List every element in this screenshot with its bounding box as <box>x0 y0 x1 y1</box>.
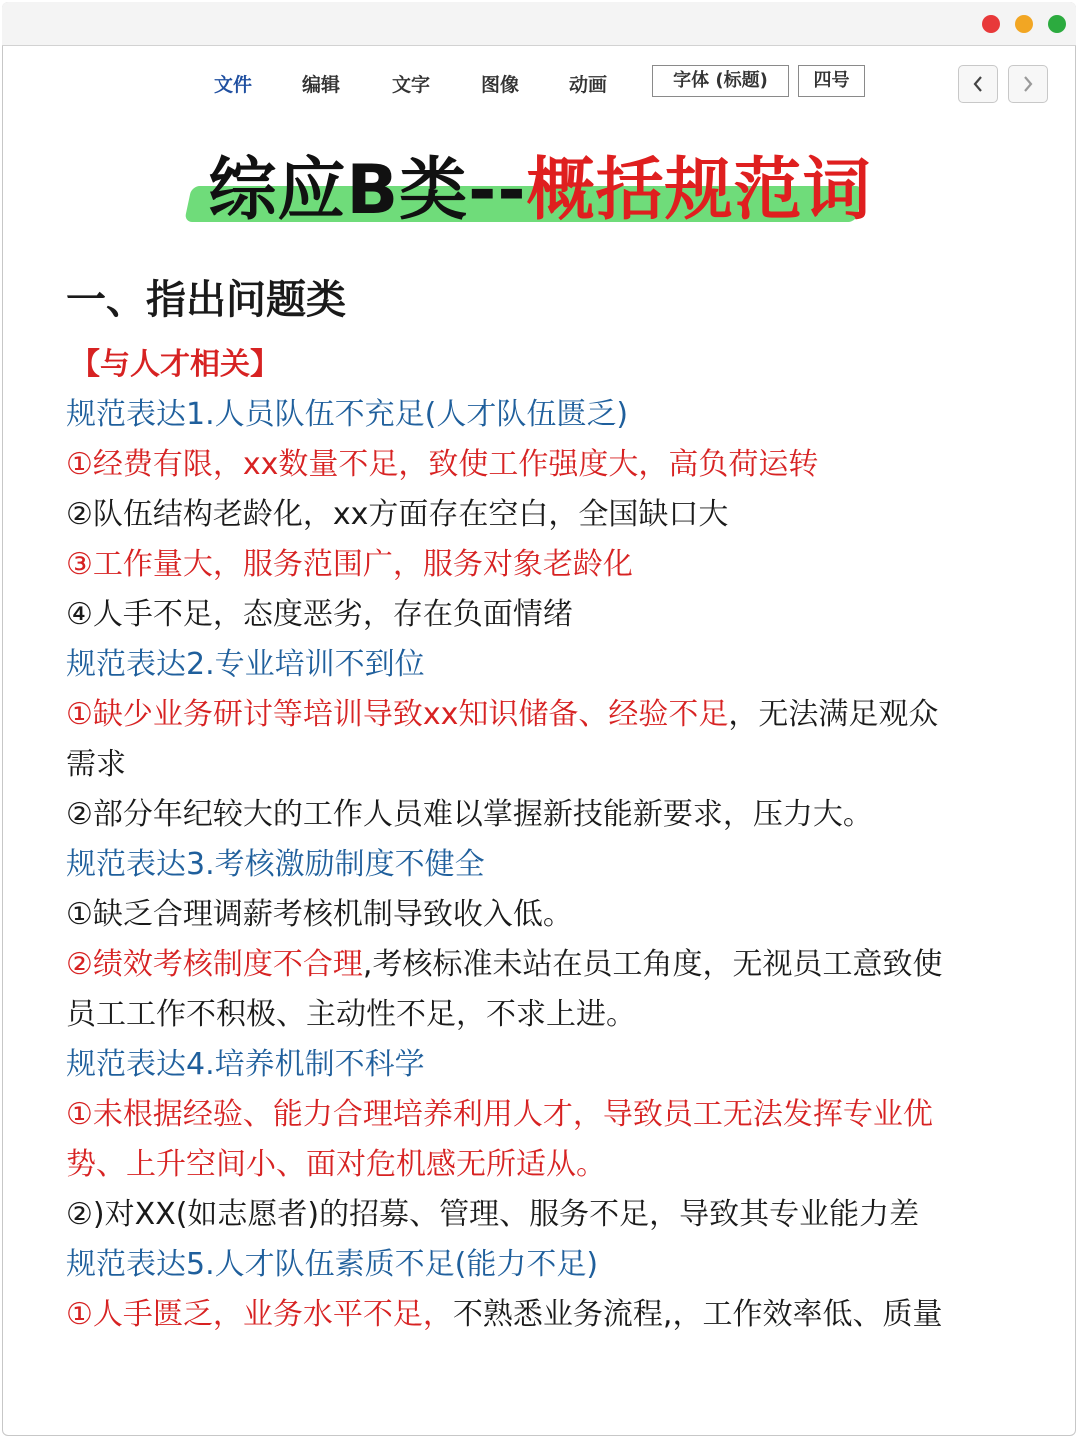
text-segment: ,考核标准未站在员工角度，无视员工意致使 <box>362 947 943 982</box>
text-line: 势、上升空间小、面对危机感无所适从。 <box>66 1147 606 1182</box>
norm-expression-1: 规范表达1.人员队伍不充足(人才队伍匮乏) <box>66 397 629 432</box>
menu-file[interactable]: 文件 <box>214 74 253 96</box>
title-part1: 综应B类-- <box>208 151 527 230</box>
section-heading: 一、指出问题类 <box>66 277 346 323</box>
text-red-segment: ①缺少业务研讨等培训导致xx知识储备、经验不足 <box>66 697 729 732</box>
menu-bar <box>0 62 1080 102</box>
window-titlebar <box>2 2 1076 46</box>
text-line: ②)对XX(如志愿者)的招募、管理、服务不足，导致其专业能力差 <box>66 1197 920 1232</box>
maximize-window-icon[interactable] <box>1048 15 1066 33</box>
norm-expression-2: 规范表达2.专业培训不到位 <box>66 647 425 682</box>
text-red-segment: ①人手匮乏，业务水平不足， <box>66 1297 453 1332</box>
font-size-select[interactable]: 四号 <box>798 65 865 97</box>
text-segment: 不熟悉业务流程,，工作效率低、质量 <box>452 1297 943 1332</box>
norm-expression-5: 规范表达5.人才队伍素质不足(能力不足) <box>66 1247 599 1282</box>
text-line: ①未根据经验、能力合理培养利用人才，导致员工无法发挥专业优 <box>66 1097 933 1132</box>
text-line <box>66 690 938 740</box>
font-select[interactable]: 字体 (标题) <box>652 65 789 97</box>
norm-expression-3: 规范表达3.考核激励制度不健全 <box>66 847 485 882</box>
menu-animation[interactable]: 动画 <box>569 74 608 96</box>
text-line: ①缺乏合理调薪考核机制导致收入低。 <box>66 897 573 932</box>
document-title <box>0 130 1080 230</box>
text-line: ②队伍结构老龄化，xx方面存在空白，全国缺口大 <box>66 497 729 532</box>
text-segment: ，无法满足观众 <box>728 697 939 732</box>
back-button[interactable] <box>958 65 998 103</box>
text-line: ③工作量大，服务范围广，服务对象老龄化 <box>66 547 633 582</box>
chevron-left-icon <box>971 74 985 94</box>
forward-button[interactable] <box>1008 65 1048 103</box>
title-part2: 概括规范词 <box>526 151 872 230</box>
close-window-icon[interactable] <box>982 15 1000 33</box>
menu-edit[interactable]: 编辑 <box>302 74 341 96</box>
menu-image[interactable]: 图像 <box>481 74 520 96</box>
norm-expression-4: 规范表达4.培养机制不科学 <box>66 1047 425 1082</box>
category-label: 【与人才相关】 <box>70 347 280 382</box>
chevron-right-icon <box>1021 74 1035 94</box>
text-line <box>66 1290 942 1340</box>
text-line: ①经费有限，xx数量不足，致使工作强度大，高负荷运转 <box>66 447 819 482</box>
title-text <box>0 136 1080 233</box>
text-line: ④人手不足，态度恶劣，存在负面情绪 <box>66 597 573 632</box>
text-line: ②部分年纪较大的工作人员难以掌握新技能新要求，压力大。 <box>66 797 873 832</box>
text-line: 员工工作不积极、主动性不足，不求上进。 <box>66 997 636 1032</box>
menu-text[interactable]: 文字 <box>392 74 431 96</box>
text-line <box>66 940 942 990</box>
text-red-segment: ②绩效考核制度不合理 <box>66 947 363 982</box>
text-line: 需求 <box>66 747 126 782</box>
minimize-window-icon[interactable] <box>1015 15 1033 33</box>
